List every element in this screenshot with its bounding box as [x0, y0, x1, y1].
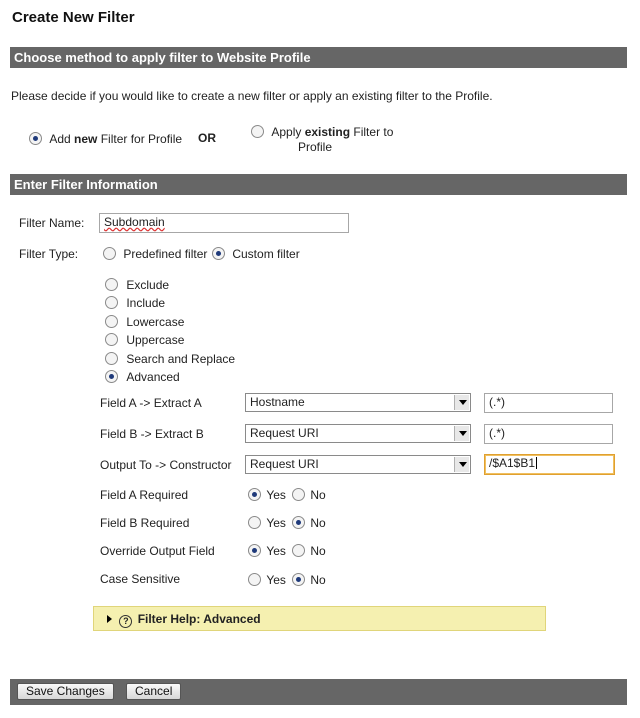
- override-output-yes-radio[interactable]: [248, 544, 261, 557]
- include-label: Include: [126, 296, 166, 310]
- filter-help-panel[interactable]: [93, 606, 546, 631]
- custom-option-lowercase[interactable]: [105, 315, 184, 329]
- case-sensitive-yes-radio[interactable]: [248, 573, 261, 586]
- exclude-radio[interactable]: [105, 278, 118, 291]
- field-a-required-yes-radio[interactable]: [248, 488, 261, 501]
- no-label: No: [310, 488, 326, 502]
- field-a-required-no[interactable]: [292, 488, 326, 502]
- override-output-no-radio[interactable]: [292, 544, 305, 557]
- override-output-label: Override Output Field: [100, 544, 215, 558]
- field-b-select[interactable]: Request URI: [245, 424, 471, 443]
- custom-option-include[interactable]: [105, 296, 165, 310]
- include-radio[interactable]: [105, 296, 118, 309]
- extract-b-input[interactable]: (.*): [484, 424, 613, 444]
- field-b-required-no-radio[interactable]: [292, 516, 305, 529]
- section-header-filter-info: Enter Filter Information: [10, 174, 627, 195]
- type-custom-option[interactable]: [212, 247, 300, 261]
- text-cursor: [536, 457, 537, 469]
- type-predefined-radio[interactable]: [103, 247, 116, 260]
- exclude-label: Exclude: [126, 278, 170, 292]
- type-custom-radio[interactable]: [212, 247, 225, 260]
- field-a-required-yes[interactable]: [248, 488, 286, 502]
- advanced-radio[interactable]: [105, 370, 118, 383]
- page-title: Create New Filter: [12, 9, 135, 26]
- case-sensitive-no[interactable]: [292, 573, 326, 587]
- uppercase-radio[interactable]: [105, 333, 118, 346]
- extract-a-input[interactable]: (.*): [484, 393, 613, 413]
- save-changes-button[interactable]: Save Changes: [17, 683, 114, 700]
- case-sensitive-yes[interactable]: [248, 573, 286, 587]
- chevron-down-icon: [454, 426, 469, 441]
- filter-name-label: Filter Name:: [19, 216, 85, 230]
- chevron-down-icon: [454, 457, 469, 472]
- no-label: No: [310, 573, 326, 587]
- add-new-radio[interactable]: [29, 132, 42, 145]
- type-predefined-option[interactable]: [103, 247, 207, 261]
- custom-option-exclude[interactable]: [105, 278, 169, 292]
- lowercase-radio[interactable]: [105, 315, 118, 328]
- filter-help-toggle[interactable]: [107, 612, 261, 628]
- case-sensitive-no-radio[interactable]: [292, 573, 305, 586]
- override-output-no[interactable]: [292, 544, 326, 558]
- field-a-required-label: Field A Required: [100, 488, 189, 502]
- yes-label: Yes: [266, 544, 286, 558]
- yes-label: Yes: [266, 516, 286, 530]
- field-a-select[interactable]: Hostname: [245, 393, 471, 412]
- override-output-yes[interactable]: [248, 544, 286, 558]
- field-b-required-label: Field B Required: [100, 516, 190, 530]
- output-label: Output To -> Constructor: [100, 458, 232, 472]
- custom-option-uppercase[interactable]: [105, 333, 184, 347]
- no-label: No: [310, 544, 326, 558]
- cancel-button[interactable]: Cancel: [126, 683, 181, 700]
- uppercase-label: Uppercase: [126, 333, 185, 347]
- expand-arrow-icon: [107, 615, 112, 623]
- lowercase-label: Lowercase: [126, 315, 185, 329]
- filter-name-input[interactable]: Subdomain: [99, 213, 349, 233]
- case-sensitive-label: Case Sensitive: [100, 572, 181, 586]
- help-icon: ?: [119, 615, 132, 628]
- option-apply-existing-filter[interactable]: [251, 125, 393, 139]
- constructor-input[interactable]: /$A1$B1: [484, 454, 615, 475]
- output-select[interactable]: Request URI: [245, 455, 471, 474]
- add-new-label: Add new Filter for Profile: [49, 132, 183, 146]
- yes-label: Yes: [266, 573, 286, 587]
- filter-help-label: Filter Help: Advanced: [137, 612, 261, 626]
- or-label: OR: [198, 131, 216, 145]
- field-a-label: Field A -> Extract A: [100, 396, 202, 410]
- section-header-method: Choose method to apply filter to Website Profile: [10, 47, 627, 68]
- custom-option-search-replace[interactable]: [105, 352, 235, 366]
- type-predefined-label: Predefined filter: [123, 247, 208, 261]
- field-b-required-yes-radio[interactable]: [248, 516, 261, 529]
- field-a-required-no-radio[interactable]: [292, 488, 305, 501]
- field-b-label: Field B -> Extract B: [100, 427, 204, 441]
- apply-existing-label: Apply existing Filter to: [271, 125, 394, 139]
- search-replace-radio[interactable]: [105, 352, 118, 365]
- type-custom-label: Custom filter: [232, 247, 300, 261]
- advanced-label: Advanced: [126, 370, 180, 384]
- apply-existing-label-line2: Profile: [298, 140, 333, 154]
- footer-bar: [10, 679, 627, 705]
- chevron-down-icon: [454, 395, 469, 410]
- method-description: Please decide if you would like to create a new filter or apply an existing filter to the Profile.: [11, 89, 493, 103]
- field-b-required-yes[interactable]: [248, 516, 286, 530]
- yes-label: Yes: [266, 488, 286, 502]
- filter-type-label: Filter Type:: [19, 247, 79, 261]
- custom-option-advanced[interactable]: [105, 370, 180, 384]
- search-replace-label: Search and Replace: [126, 352, 236, 366]
- apply-existing-radio[interactable]: [251, 125, 264, 138]
- option-add-new-filter[interactable]: [29, 132, 182, 146]
- field-b-required-no[interactable]: [292, 516, 326, 530]
- no-label: No: [310, 516, 326, 530]
